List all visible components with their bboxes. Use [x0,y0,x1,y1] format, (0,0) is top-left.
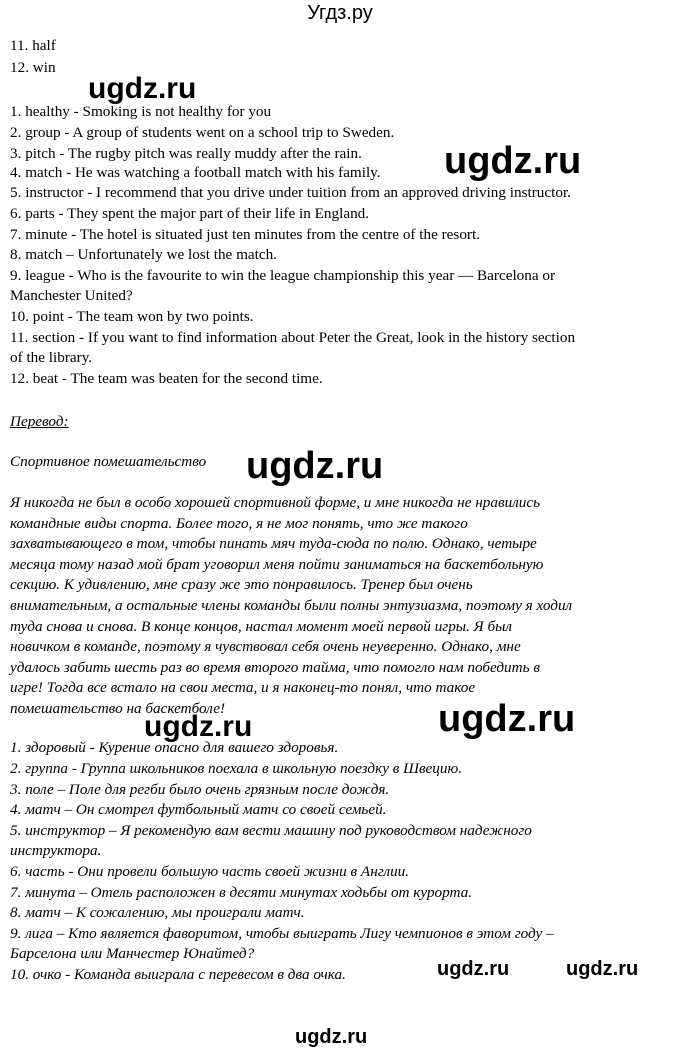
english-item: 3. pitch - The rugby pitch was really muddy after the rain. [10,145,362,162]
translation-item: 2. группа - Группа школьников поехала в школьную поездку в Швецию. [10,760,462,777]
translation-item: 9. лига – Кто является фаворитом, чтобы выиграть Лигу чемпионов в этом году – [10,925,554,942]
translation-paragraph-line: захватывающего в том, чтобы пинать мяч туда-сюда по полю. Однако, четыре [10,535,537,552]
watermark: ugdz.ru [88,72,197,105]
translation-item: 3. поле – Поле для регби было очень грязным после дождя. [10,781,390,798]
translation-item: 7. минута – Отель расположен в десяти минутах ходьбы от курорта. [10,884,473,901]
translation-item: 10. очко - Команда выиграла с перевесом в два очка. [10,966,346,983]
translation-item: 6. часть - Они провели большую часть своей жизни в Англии. [10,863,410,880]
english-item: 2. group - A group of students went on a school trip to Sweden. [10,124,395,141]
translation-title: Спортивное помешательство [10,453,207,470]
english-item: 1. healthy - Smoking is not healthy for you [10,103,272,120]
translation-paragraph-line: Я никогда не был в особо хорошей спортивной форме, и мне никогда не нравились [10,494,541,511]
english-item: Manchester United? [10,287,133,304]
english-item: 12. beat - The team was beaten for the second time. [10,370,323,387]
translation-paragraph-line: месяца тому назад мой брат уговорил меня пойти заниматься на баскетбольную [10,556,544,573]
translation-paragraph-line: секцию. К удивлению, мне сразу же это понравилось. Тренер был очень [10,576,473,593]
translation-paragraph-line: игре! Тогда все встало на свои места, и я наконец-то понял, что такое [10,679,476,696]
watermark: ugdz.ru [246,445,384,487]
translation-paragraph-line: помешательство на баскетболе! [10,700,226,717]
translation-paragraph-line: удалось забить шесть раз во время второго тайма, что помогло нам победить в [10,659,540,676]
watermark: ugdz.ru [437,958,510,980]
watermark: ugdz.ru [144,710,253,743]
translation-item: 1. здоровый - Курение опасно для вашего здоровья. [10,739,339,756]
watermark: ugdz.ru [295,1026,368,1048]
english-prev-item: 11. half [10,37,56,54]
site-title: Угдз.ру [307,2,373,24]
translation-paragraph-line: туда снова и снова. В конце концов, настал момент моей первой игры. Я был [10,618,513,635]
translation-item: 8. матч – К сожалению, мы проиграли матч. [10,904,305,921]
english-item: 6. parts - They spent the major part of their life in England. [10,205,370,222]
watermark: ugdz.ru [444,140,582,182]
english-item: 7. minute - The hotel is situated just ten minutes from the centre of the resort. [10,226,480,243]
translation-item: 5. инструктор – Я рекомендую вам вести машину под руководством надежного [10,822,532,839]
translation-paragraph-line: командные виды спорта. Более того, я не мог понять, что же такого [10,515,468,532]
translation-paragraph-line: новичком в команде, поэтому я чувствовал себя очень неуверенно. Однако, мне [10,638,521,655]
english-item: 11. section - If you want to find information about Peter the Great, look in the history section [10,329,576,346]
english-item: of the library. [10,349,93,366]
translation-item: 4. матч – Он смотрел футбольный матч со своей семьей. [10,801,387,818]
translation-heading: Перевод: [10,413,69,430]
watermark: ugdz.ru [438,698,576,740]
english-item: 9. league - Who is the favourite to win the league championship this year ― Barcelona or [10,267,556,284]
english-prev-item: 12. win [10,59,56,76]
english-item: 4. match - He was watching a football match with his family. [10,164,381,181]
translation-paragraph-line: внимательным, а остальные члены команды были полны энтузиазма, поэтому я ходил [10,597,573,614]
watermark: ugdz.ru [566,958,639,980]
english-item: 5. instructor - I recommend that you drive under tuition from an approved driving instructor. [10,184,571,201]
translation-item: Барселона или Манчестер Юнайтед? [10,945,255,962]
english-item: 8. match – Unfortunately we lost the match. [10,246,277,263]
english-item: 10. point - The team won by two points. [10,308,254,325]
translation-item: инструктора. [10,842,102,859]
